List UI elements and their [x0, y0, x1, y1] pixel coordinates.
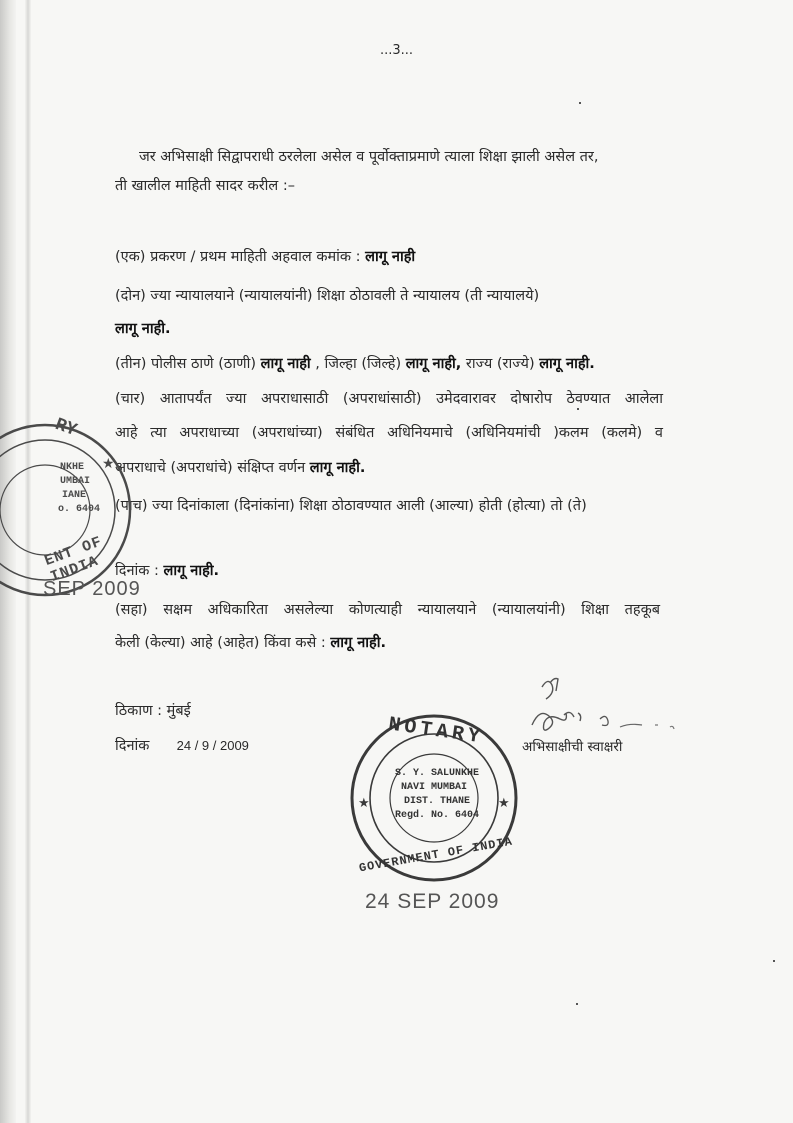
left-stamp-date: SEP 2009 — [43, 578, 141, 600]
svg-text:★: ★ — [498, 795, 510, 810]
item-6-desc: केली (केल्या) आहे (आहेत) किंवा कसे : — [115, 635, 326, 651]
item-5-line: (पाच) ज्या दिनांकाला (दिनांकांना) शिक्षा ठोठावण्यात आली (आल्या) होती (होत्या) तो (ते) — [115, 498, 587, 514]
item-3 — [115, 355, 595, 373]
item-1-label: (एक) प्रकरण / प्रथम माहिती अहवाल कमांक : — [115, 249, 361, 265]
item-3-police-value: लागू नाही — [260, 356, 311, 372]
item-4-desc: अपराधाचे (अपराधांचे) संक्षिप्त वर्णन — [115, 460, 306, 476]
date-line — [115, 737, 249, 755]
item-1-value: लागू नाही — [365, 249, 416, 265]
item-4-value: लागू नाही. — [309, 460, 366, 476]
item-3-district-value: लागू नाही, — [405, 356, 462, 372]
notary-stamp-bottom: GOVERNMENT OF INDIA — [357, 834, 514, 876]
item-6-value: लागू नाही. — [330, 635, 386, 651]
left-stamp-line-4: o. 6404 — [58, 504, 101, 515]
item-2-value: लागू नाही. — [115, 321, 171, 337]
item-6-line-1: (सहा) सक्षम अधिकारिता असलेल्या कोणत्याही न्यायालयाने (न्यायालयांनी) शिक्षा तहकूब — [115, 602, 660, 618]
date-value: 24 / 9 / 2009 — [176, 738, 249, 753]
scan-speck — [773, 960, 775, 962]
item-6-line-2 — [115, 634, 386, 652]
signature-caption: अभिसाक्षीची स्वाक्षरी — [522, 739, 623, 755]
page-number: ...3... — [380, 43, 414, 58]
left-stamp-top: RY — [52, 414, 80, 442]
item-4-line-3 — [115, 459, 365, 477]
left-stamp-line-1: NKHE — [60, 462, 85, 473]
notary-stamp — [348, 712, 520, 884]
left-stamp-line-3: IANE — [62, 490, 87, 501]
item-4-line-1: (चार) आतापर्यंत ज्या अपराधासाठी (अपराधांसाठी) उमेदवारावर दोषारोप ठेवण्यात आलेला — [115, 391, 663, 407]
notary-stamp-regd: Regd. No. 6404 — [395, 810, 480, 821]
place-line — [115, 702, 191, 720]
item-3-district-label: , जिल्हा (जिल्हे) — [315, 356, 402, 372]
notary-stamp-city: NAVI MUMBAI — [401, 782, 468, 793]
intro-line-1: जर अभिसाक्षी सिद्वापराधी ठरलेला असेल व पूर्वोक्ताप्रमाणे त्याला शिक्षा झाली असेल तर, — [139, 149, 599, 165]
item-3-state-value: लागू नाही. — [539, 356, 595, 372]
scan-speck — [576, 1003, 578, 1005]
item-2-line: (दोन) ज्या न्यायालयाने (न्यायालयांनी) शिक्षा ठोठावली ते न्यायालय (ती न्यायालये) — [115, 288, 540, 304]
notary-stamp-top: NOTARY — [386, 713, 486, 750]
place-label: ठिकाण : — [115, 703, 163, 719]
item-5-date-label: दिनांक : — [115, 563, 159, 579]
item-1 — [115, 248, 415, 266]
left-stamp-arc: ENT OF INDIA — [42, 533, 105, 586]
place-value: मुंबई — [166, 703, 191, 719]
date-label: दिनांक — [115, 738, 150, 754]
svg-text:★: ★ — [102, 455, 115, 471]
notary-stamp-name: S. Y. SALUNKHE — [395, 768, 480, 779]
notary-stamp-district: DIST. THANE — [404, 796, 471, 807]
intro-line-2: ती खालील माहिती सादर करील :– — [115, 178, 295, 194]
item-3-police-label: (तीन) पोलीस ठाणे (ठाणी) — [115, 356, 256, 372]
item-3-state-label: राज्य (राज्ये) — [465, 356, 535, 372]
item-4-line-2: आहे त्या अपराधाच्या (अपराधांच्या) संबंधित अधिनियमाचे (अधिनियमांची )कलम (कलमे) व — [115, 425, 663, 441]
handwritten-signature — [520, 665, 690, 740]
left-stamp-line-2: UMBAI — [60, 476, 91, 487]
scan-speck — [577, 408, 579, 410]
scan-speck — [579, 102, 581, 104]
left-notary-stamp — [0, 400, 150, 620]
notary-stamp-date: 24 SEP 2009 — [365, 890, 500, 913]
item-5-date-value: लागू नाही. — [163, 563, 220, 579]
svg-text:★: ★ — [358, 795, 370, 810]
